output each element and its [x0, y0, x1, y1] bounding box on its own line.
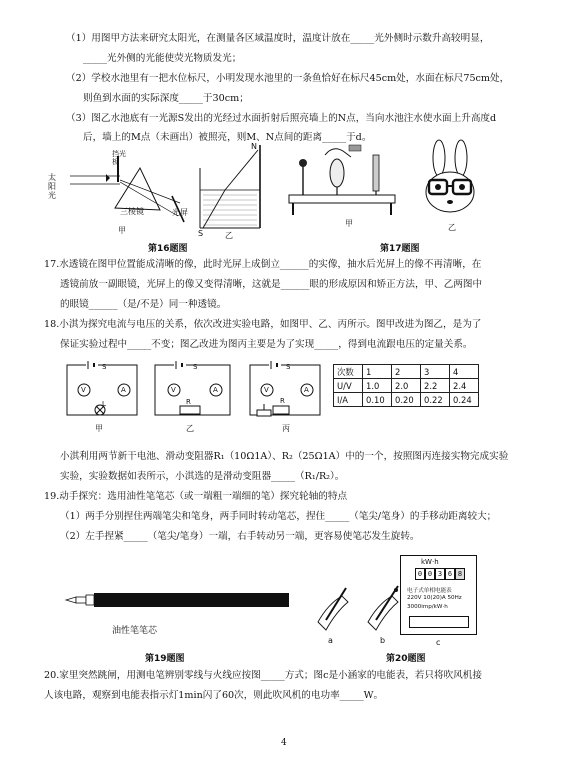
meter-digit: 0: [425, 568, 435, 580]
q17-line1: 17.水透镜在图甲位置能成清晰的像，此时光屏上成倒立______的实像，抽水后光屏上的像不再清晰，在: [44, 259, 482, 270]
fig19-pen-label: 油性笔笔芯: [112, 626, 158, 636]
circuit-yi-a: A: [213, 386, 218, 394]
table-header-cell: 2: [392, 365, 421, 379]
meter-display: [415, 568, 465, 580]
meter-imp: 3000imp/kW·h: [407, 604, 448, 610]
q19-line2: （1）两手分别捏住两端笔尖和笔身，两手同时转动笔芯，捏住_____（笔尖/笔身）的手移动距离较大；: [60, 511, 497, 522]
circuit-jia-a: A: [121, 386, 126, 394]
q18-line4: 实验，实验数据如表所示，小淇选的是滑动变阻器_____（R₁/R₂）。: [60, 471, 345, 482]
fig19-pen-refill: [62, 588, 297, 618]
q16-line6: 后，墙上的M点（未画出）被照亮，则M、N点间的距离_____于d。: [83, 132, 372, 143]
meter-name: 电子式单相电能表: [407, 588, 452, 594]
table-cell: 2.0: [392, 379, 421, 393]
q16-line1: （1）用图甲方法来研究太阳光，在测量各区域温度时，温度计放在_____光外侧时示数升高较明显，: [66, 33, 490, 44]
table-cell: 2.2: [421, 379, 450, 393]
circuit-bing-v: V: [264, 386, 269, 394]
meter-digit: 3: [435, 568, 445, 580]
circuit-bing-label: 丙: [282, 424, 290, 433]
q16-line2: _____光外侧的光能使荧光物质发光；: [83, 53, 242, 64]
circuit-yi-label: 乙: [186, 424, 194, 433]
fig17-jia-label: 甲: [345, 219, 353, 228]
fig16-tank-diagram: [195, 140, 265, 230]
circuit-bing-a: A: [304, 386, 309, 394]
circuit-jia-label: 甲: [95, 424, 103, 433]
table-cell: 0.20: [392, 393, 421, 407]
fig20-a-label: a: [328, 636, 333, 645]
meter-spec: 220V 10(20)A 50Hz: [407, 595, 462, 601]
fig16-caption: 第16题图: [148, 244, 188, 254]
meter-terminal-box: [409, 616, 469, 628]
q17-line3: 的眼镜______（是/不是）同一种透镜。: [60, 299, 227, 310]
q16-line3: （2）学校水池里有一把水位标尺，小明发现水池里的一条鱼恰好在标尺45cm处，水面在标尺75cm处，: [66, 73, 510, 84]
table-cell: U/V: [334, 379, 363, 393]
table-cell: 0.10: [363, 393, 392, 407]
fig17-yi-label: 乙: [448, 223, 456, 232]
q18-line2: 保证实验过程中_____不变；图乙改进为图丙主要是为了实现_____，得到电流跟电压的定量关系。: [60, 339, 473, 350]
fig16-s-label: S: [198, 229, 204, 238]
fig16-n-label: N: [251, 142, 257, 151]
q18-line3: 小淇利用两节新干电池、滑动变阻器R₁（10Ω1A）、R₂（25Ω1A）中的一个，按照图丙连接实物完成实验: [60, 451, 509, 462]
q17-line2: 透镜前放一副眼镜，光屏上的像又变得清晰，这就是______眼的形成原因和矫正方法，甲、乙两图中: [60, 279, 483, 290]
fig16-screen-label: 光屏: [172, 208, 188, 217]
table-header-row: [334, 365, 479, 379]
table-row: [334, 379, 479, 393]
circuit-bing-r: R: [280, 397, 285, 405]
fig20-test-pen-a: [310, 582, 355, 632]
fig16-yi-label: 乙: [225, 231, 233, 240]
fig20-caption: 第20题图: [386, 654, 426, 664]
fig20-b-label: b: [380, 636, 386, 645]
circuit-jia-l: L: [102, 400, 106, 408]
table-cell: 2.4: [450, 379, 479, 393]
q20-line1: 20.家里突然跳闸，用测电笔辨别零线与火线应按图_____方式；图c是小涵家的电能表，若只将吹风机接: [44, 670, 482, 681]
fig20-c-label: c: [436, 638, 441, 647]
data-table: [333, 364, 479, 407]
q19-line1: 19.动手探究：选用油性笔笔芯（或一端粗一端细的笔）探究轮轴的特点: [44, 491, 348, 502]
circuit-jia-s: S: [102, 363, 107, 371]
table-header-cell: 1: [363, 365, 392, 379]
table-row: [334, 393, 479, 407]
table-header-cell: 4: [450, 365, 479, 379]
meter-digit: 6: [445, 568, 455, 580]
fig16-sun-label: 太阳光: [48, 173, 56, 200]
table-cell: 1.0: [363, 379, 392, 393]
table-cell: 0.24: [450, 393, 479, 407]
circuit-yi-r: R: [186, 398, 191, 406]
meter-digit: 8: [455, 568, 465, 580]
meter-unit: kW·h: [421, 558, 439, 566]
fig19-caption: 第19题图: [145, 654, 185, 664]
fig20-energy-meter: [400, 555, 477, 635]
page-number: 4: [281, 738, 287, 748]
q18-line1: 18.小淇为探究电流与电压的关系，依次改进实验电路，如图甲、乙、丙所示。图甲改进为图乙，是为了: [44, 319, 482, 330]
circuit-bing-s: S: [286, 363, 291, 371]
fig16-baffle-label: 挡光板: [112, 150, 126, 166]
fig17-bench-diagram: [285, 145, 400, 225]
fig17-caption: 第17题图: [380, 244, 420, 254]
circuit-yi-v: V: [171, 386, 176, 394]
q19-line3: （2）左手捏紧_____（笔尖/笔身）一端，右手转动另一端，更容易使笔芯发生旋转。: [60, 531, 420, 542]
table-cell: I/A: [334, 393, 363, 407]
fig16-prism-label: 三棱镜: [120, 207, 144, 216]
table-header-cell: 次数: [334, 365, 363, 379]
circuit-yi-s: S: [193, 363, 198, 371]
table-header-cell: 3: [421, 365, 450, 379]
meter-digit: 0: [415, 568, 425, 580]
circuit-jia-v: V: [81, 386, 86, 394]
q20-line2: 人该电路，观察到电能表指示灯1min闪了60次，则此吹风机的电功率_____W。: [44, 690, 384, 701]
fig17-rabbit-drawing: [415, 140, 485, 220]
fig16-jia-label: 甲: [118, 226, 126, 235]
table-cell: 0.22: [421, 393, 450, 407]
circuit-bing: [245, 360, 325, 422]
q16-line4: 则鱼到水面的实际深度_____于30cm；: [83, 93, 249, 104]
q16-line5: （3）图乙水池底有一光源S发出的光经过水面折射后照亮墙上的N点，当向水池注水使水面上升高度d: [66, 113, 497, 124]
